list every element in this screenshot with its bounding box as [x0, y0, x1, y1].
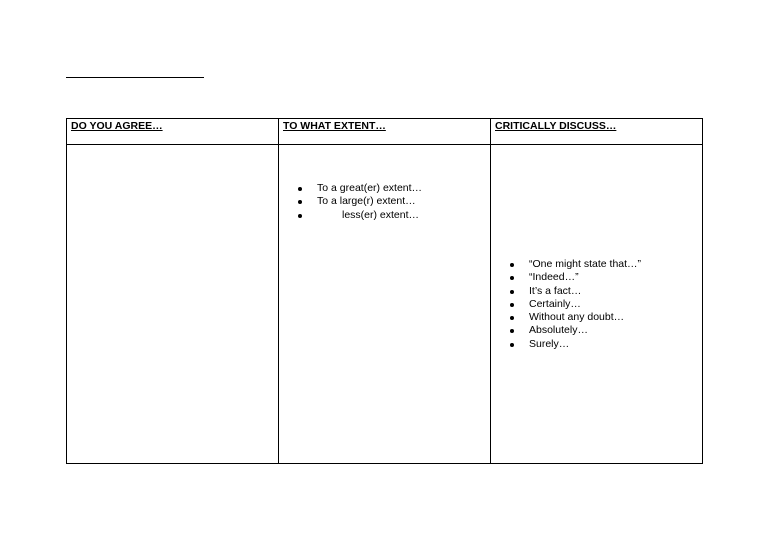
- list-item: [508, 298, 641, 311]
- discuss-phrase: It’s a fact…: [529, 284, 582, 297]
- header-row-divider: [67, 144, 702, 145]
- bullet-icon: [510, 263, 514, 267]
- header-to-what-extent: TO WHAT EXTENT…: [283, 120, 386, 132]
- extent-phrase-list: [296, 182, 422, 222]
- bullet-icon: [510, 343, 514, 347]
- list-item: [508, 324, 641, 337]
- title-blank-line: [66, 77, 204, 78]
- bullet-icon: [510, 329, 514, 333]
- column-divider-2: [490, 119, 491, 463]
- discuss-phrase: “Indeed…”: [529, 271, 579, 284]
- list-item: [296, 195, 422, 208]
- bullet-icon: [298, 200, 302, 204]
- list-item: [508, 311, 641, 324]
- bullet-icon: [298, 187, 302, 191]
- extent-phrase: To a large(r) extent…: [317, 195, 416, 208]
- extent-phrase: To a great(er) extent…: [317, 182, 423, 194]
- discuss-phrase: Without any doubt…: [529, 311, 625, 324]
- extent-phrase: less(er) extent…: [342, 208, 420, 221]
- discuss-phrase: Absolutely…: [529, 324, 588, 337]
- header-do-you-agree: DO YOU AGREE…: [71, 120, 163, 132]
- bullet-icon: [510, 290, 514, 294]
- discuss-phrase: Certainly…: [529, 297, 581, 310]
- column-divider-1: [278, 119, 279, 463]
- bullet-icon: [298, 214, 302, 218]
- header-critically-discuss: CRITICALLY DISCUSS…: [495, 120, 617, 132]
- discuss-phrase-list: [508, 258, 641, 351]
- list-item: [508, 338, 641, 351]
- list-item: [508, 285, 641, 298]
- discuss-phrase: “One might state that…”: [529, 258, 642, 270]
- discussion-table: [66, 118, 703, 464]
- list-item: [508, 271, 641, 284]
- bullet-icon: [510, 316, 514, 320]
- list-item: [508, 258, 641, 271]
- bullet-icon: [510, 276, 514, 280]
- list-item: [296, 182, 422, 195]
- discuss-phrase: Surely…: [529, 337, 570, 350]
- bullet-icon: [510, 303, 514, 307]
- list-item: [296, 209, 422, 222]
